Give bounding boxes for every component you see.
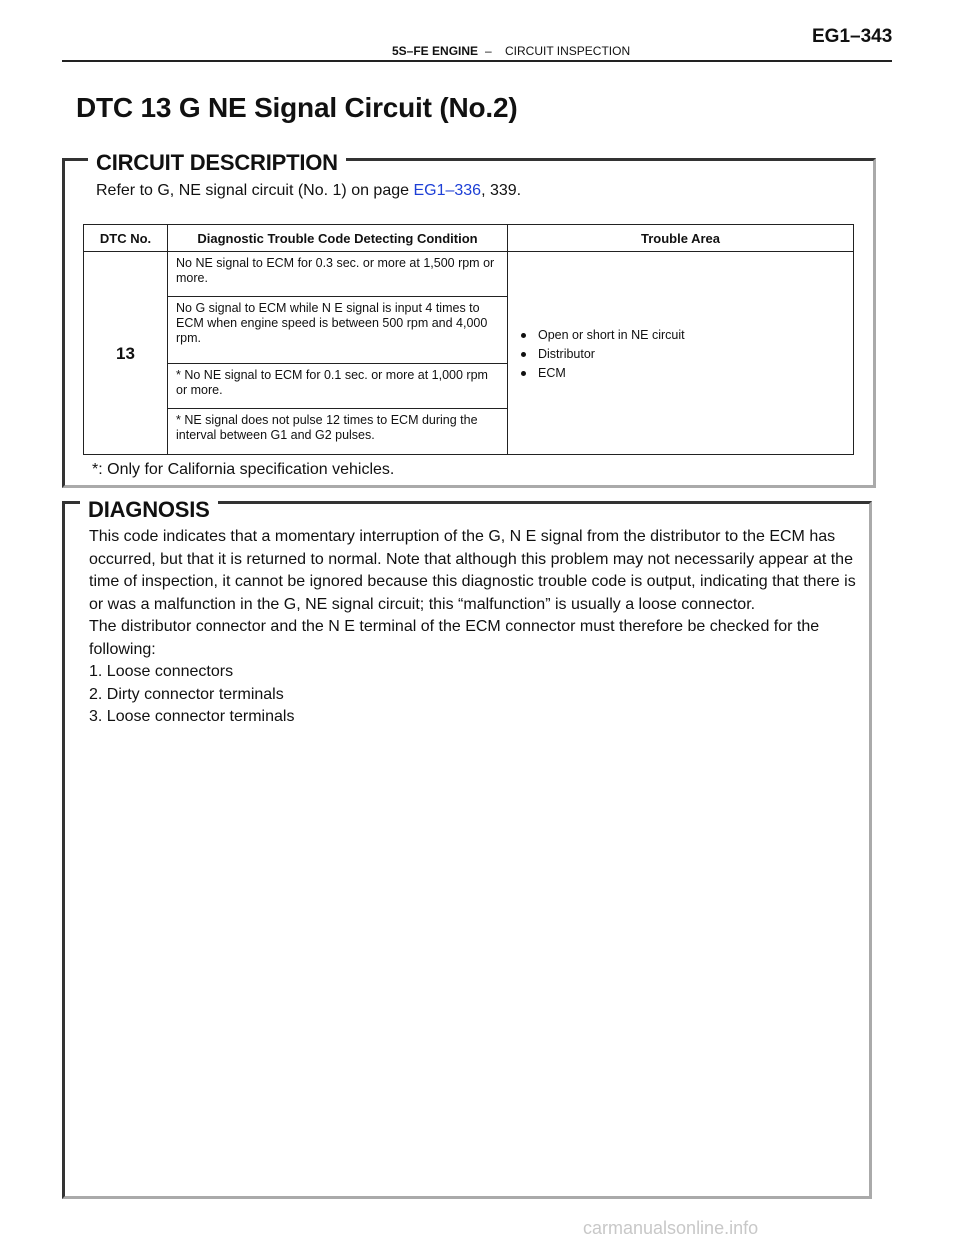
watermark: carmanualsonline.info [583, 1218, 759, 1238]
diagnosis-heading: DIAGNOSIS [80, 497, 218, 523]
check-list [89, 661, 859, 729]
california-note: *: Only for California specification vehicles. [92, 461, 395, 478]
trouble-area-list [518, 326, 847, 383]
header-subsection: CIRCUIT INSPECTION [505, 44, 631, 58]
trouble-area-text: Open or short in NE circuit [538, 327, 685, 342]
trouble-area-text: Distributor [538, 346, 595, 361]
reference-link[interactable]: EG1–336 [413, 182, 482, 199]
condition-cell: No NE signal to ECM for 0.3 sec. or more at 1,500 rpm or more. [168, 252, 508, 297]
dtc-code: 13 [84, 252, 168, 455]
list-item [518, 364, 847, 383]
bullet-icon [521, 352, 526, 357]
header-rule [62, 60, 892, 62]
header-detecting-condition: Diagnostic Trouble Code Detecting Condition [168, 225, 508, 252]
condition-cell: * NE signal does not pulse 12 times to ECM during the interval between G1 and G2 pulses. [168, 409, 508, 455]
reference-line [96, 182, 521, 200]
bullet-icon [521, 333, 526, 338]
list-item: 2. Dirty connector terminals [89, 685, 284, 703]
list-item [518, 345, 847, 364]
table-row [84, 252, 854, 297]
diagnosis-paragraph-2: The distributor connector and the N E terminal of the ECM connector must therefore be checked for the following: [89, 618, 820, 658]
header-dash: – [485, 44, 492, 58]
list-item [518, 326, 847, 345]
header-trouble-area: Trouble Area [508, 225, 854, 252]
reference-prefix: Refer to G, NE signal circuit (No. 1) on page [96, 182, 414, 199]
header-section: 5S–FE ENGINE [392, 44, 479, 58]
trouble-area-text: ECM [538, 365, 566, 380]
list-item: 3. Loose connector terminals [89, 708, 295, 725]
reference-suffix: , 339. [481, 182, 522, 199]
table-header-row [84, 225, 854, 252]
bullet-icon [521, 371, 526, 376]
page-number: EG1–343 [812, 26, 893, 47]
dtc-table [83, 224, 854, 455]
circuit-description-heading: CIRCUIT DESCRIPTION [88, 150, 346, 176]
list-item: 1. Loose connectors [89, 663, 234, 680]
condition-cell: * No NE signal to ECM for 0.1 sec. or more at 1,000 rpm or more. [168, 363, 508, 409]
page-title: DTC 13 G NE Signal Circuit (No.2) [76, 92, 518, 123]
diagnosis-body [89, 526, 859, 729]
header-dtc-no: DTC No. [84, 225, 168, 252]
diagnosis-paragraph-1: This code indicates that a momentary interruption of the G, N E signal from the distributor to the ECM has occurred, but that it is returned to normal. Note that although this problem may not necessarily appear at the time of inspection, it cannot be ignored because this diagnostic trouble code is output, indicating that there is or was a malfunction in the G, NE signal circuit; this “malfunction” is usually a loose connector. [89, 528, 856, 613]
condition-cell: No G signal to ECM while N E signal is input 4 times to ECM when engine speed is between 500 rpm and 4,000 rpm. [168, 296, 508, 363]
trouble-area-cell [508, 252, 854, 455]
